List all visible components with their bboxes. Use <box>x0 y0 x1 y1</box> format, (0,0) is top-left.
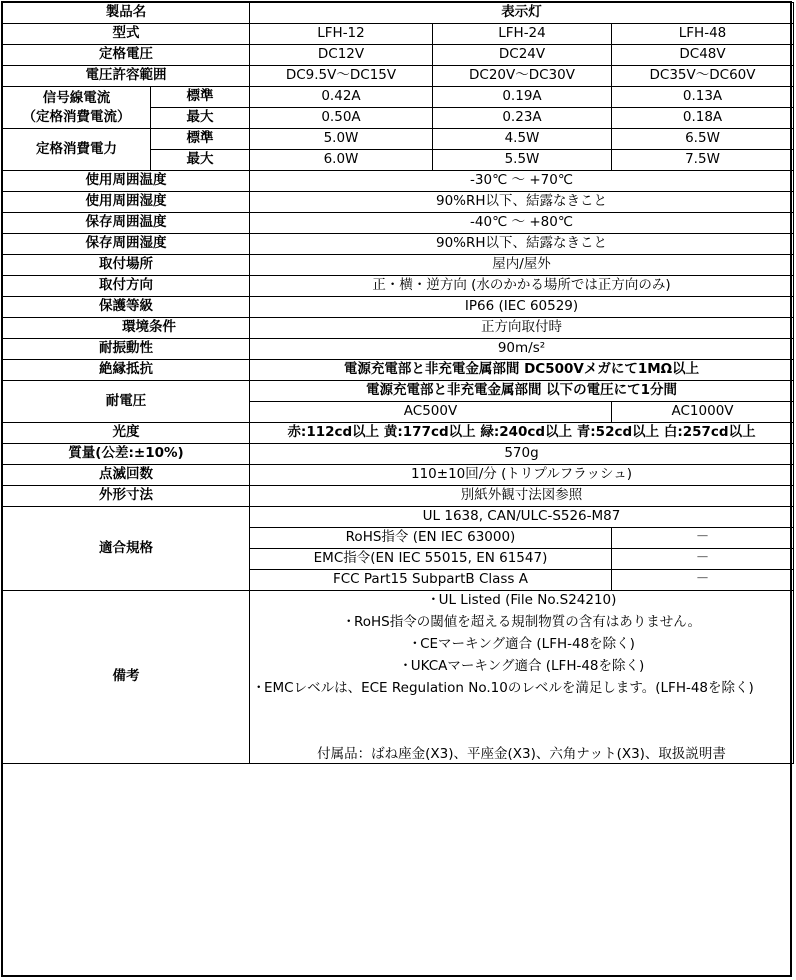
row-signal-current-standard <box>3 87 794 108</box>
model-label: 型式 <box>3 24 250 45</box>
luminous-label: 光度 <box>3 423 250 444</box>
row-environment <box>3 318 794 339</box>
standards-rohs: RoHS指令 (EN IEC 63000) <box>250 528 612 549</box>
insulation-value: 電源充電部と非充電金属部間 DC500Vメガにて1MΩ以上 <box>250 360 794 381</box>
rated-power-standard-24: 4.5W <box>433 129 612 150</box>
protection-value: IP66 (IEC 60529) <box>250 297 794 318</box>
row-model <box>3 24 794 45</box>
standards-ul: UL 1638, CAN/ULC-S526-M87 <box>250 507 794 528</box>
vibration-value: 90m/s² <box>250 339 794 360</box>
product-value: 表示灯 <box>250 3 794 24</box>
operating-temp-label: 使用周囲温度 <box>3 171 250 192</box>
withstand-voltage-ac1000: AC1000V <box>612 402 794 423</box>
signal-current-standard-label: 標準 <box>151 87 250 108</box>
storage-temp-label: 保存周囲温度 <box>3 213 250 234</box>
install-direction-value: 正・横・逆方向 (水のかかる場所では正方向のみ) <box>250 276 794 297</box>
install-place-label: 取付場所 <box>3 255 250 276</box>
vibration-label: 耐振動性 <box>3 339 250 360</box>
withstand-voltage-label: 耐電圧 <box>3 381 250 423</box>
signal-current-max-label: 最大 <box>151 108 250 129</box>
remarks-note: ・RoHS指令の閾値を超える規制物質の含有はありません。 <box>341 614 702 630</box>
storage-temp-value: -40℃ ～ +80℃ <box>250 213 794 234</box>
standards-emc-dash: － <box>612 549 794 570</box>
install-place-value: 屋内/屋外 <box>250 255 794 276</box>
signal-current-max-48: 0.18A <box>612 108 794 129</box>
signal-current-standard-48: 0.13A <box>612 87 794 108</box>
model-lfh48: LFH-48 <box>612 24 794 45</box>
remarks-content <box>250 591 794 764</box>
rated-power-max-24: 5.5W <box>433 150 612 171</box>
standards-fcc-dash: － <box>612 570 794 591</box>
remarks-label: 備考 <box>3 591 250 764</box>
signal-current-max-12: 0.50A <box>250 108 433 129</box>
rated-voltage-label: 定格電圧 <box>3 45 250 66</box>
rated-power-standard-label: 標準 <box>151 129 250 150</box>
row-install-direction <box>3 276 794 297</box>
flash-value: 110±10回/分 (トリプルフラッシュ) <box>250 465 794 486</box>
withstand-voltage-ac500: AC500V <box>250 402 612 423</box>
standards-emc: EMC指令(EN IEC 55015, EN 61547) <box>250 549 612 570</box>
dimensions-label: 外形寸法 <box>3 486 250 507</box>
row-dimensions <box>3 486 794 507</box>
row-operating-humidity <box>3 192 794 213</box>
signal-current-label <box>3 87 151 129</box>
row-product <box>3 3 794 24</box>
insulation-label: 絶縁抵抗 <box>3 360 250 381</box>
product-label: 製品名 <box>3 3 250 24</box>
flash-label: 点滅回数 <box>3 465 250 486</box>
signal-current-standard-24: 0.19A <box>433 87 612 108</box>
row-standards-ul <box>3 507 794 528</box>
signal-current-label-line1: 信号線電流 <box>42 89 111 106</box>
standards-rohs-dash: － <box>612 528 794 549</box>
signal-current-max-24: 0.23A <box>433 108 612 129</box>
rated-power-max-12: 6.0W <box>250 150 433 171</box>
model-lfh24: LFH-24 <box>433 24 612 45</box>
dimensions-value: 別紙外観寸法図参照 <box>250 486 794 507</box>
protection-label: 保護等級 <box>3 297 250 318</box>
row-install-place <box>3 255 794 276</box>
standards-fcc: FCC Part15 SubpartB Class A <box>250 570 612 591</box>
row-storage-temp <box>3 213 794 234</box>
storage-humidity-value: 90%RH以下、結露なきこと <box>250 234 794 255</box>
signal-current-standard-12: 0.42A <box>250 87 433 108</box>
voltage-range-48: DC35V～DC60V <box>612 66 794 87</box>
spec-table <box>2 2 794 764</box>
voltage-range-label: 電圧許容範囲 <box>3 66 250 87</box>
mass-label: 質量(公差:±10%) <box>3 444 250 465</box>
row-remarks <box>3 591 794 764</box>
remarks-note: ・UL Listed (File No.S24210) <box>426 592 617 608</box>
environment-value: 正方向取付時 <box>250 318 794 339</box>
rated-power-standard-12: 5.0W <box>250 129 433 150</box>
row-rated-voltage <box>3 45 794 66</box>
row-mass <box>3 444 794 465</box>
row-flash <box>3 465 794 486</box>
luminous-value: 赤:112cd以上 黄:177cd以上 緑:240cd以上 青:52cd以上 白:257cd以上 <box>250 423 794 444</box>
row-vibration <box>3 339 794 360</box>
withstand-voltage-desc: 電源充電部と非充電金属部間 以下の電圧にて1分間 <box>250 381 794 402</box>
rated-voltage-12: DC12V <box>250 45 433 66</box>
rated-power-max-label: 最大 <box>151 150 250 171</box>
install-direction-label: 取付方向 <box>3 276 250 297</box>
remarks-note: ・CEマーキング適合 (LFH-48を除く) <box>408 636 635 652</box>
row-voltage-range <box>3 66 794 87</box>
rated-power-standard-48: 6.5W <box>612 129 794 150</box>
voltage-range-12: DC9.5V～DC15V <box>250 66 433 87</box>
voltage-range-24: DC20V～DC30V <box>433 66 612 87</box>
rated-power-max-48: 7.5W <box>612 150 794 171</box>
mass-value: 570g <box>250 444 794 465</box>
row-withstand-desc <box>3 381 794 402</box>
environment-label: 環境条件 <box>3 318 250 339</box>
row-luminous <box>3 423 794 444</box>
storage-humidity-label: 保存周囲湿度 <box>3 234 250 255</box>
rated-power-label: 定格消費電力 <box>3 129 151 171</box>
row-protection <box>3 297 794 318</box>
signal-current-label-line2: （定格消費電流） <box>22 108 131 125</box>
operating-temp-value: -30℃ ～ +70℃ <box>250 171 794 192</box>
row-operating-temp <box>3 171 794 192</box>
rated-voltage-24: DC24V <box>433 45 612 66</box>
rated-voltage-48: DC48V <box>612 45 794 66</box>
row-rated-power-standard <box>3 129 794 150</box>
remarks-accessories: 付属品：ばね座金(X3)、平座金(X3)、六角ナット(X3)、取扱説明書 <box>317 746 726 762</box>
standards-label: 適合規格 <box>3 507 250 591</box>
model-lfh12: LFH-12 <box>250 24 433 45</box>
remarks-note: ・EMCレベルは、ECE Regulation No.10のレベルを満足します。(LFH-48を除く) <box>252 680 754 696</box>
row-insulation <box>3 360 794 381</box>
remarks-note: ・UKCAマーキング適合 (LFH-48を除く) <box>398 658 645 674</box>
operating-humidity-value: 90%RH以下、結露なきこと <box>250 192 794 213</box>
operating-humidity-label: 使用周囲湿度 <box>3 192 250 213</box>
row-storage-humidity <box>3 234 794 255</box>
